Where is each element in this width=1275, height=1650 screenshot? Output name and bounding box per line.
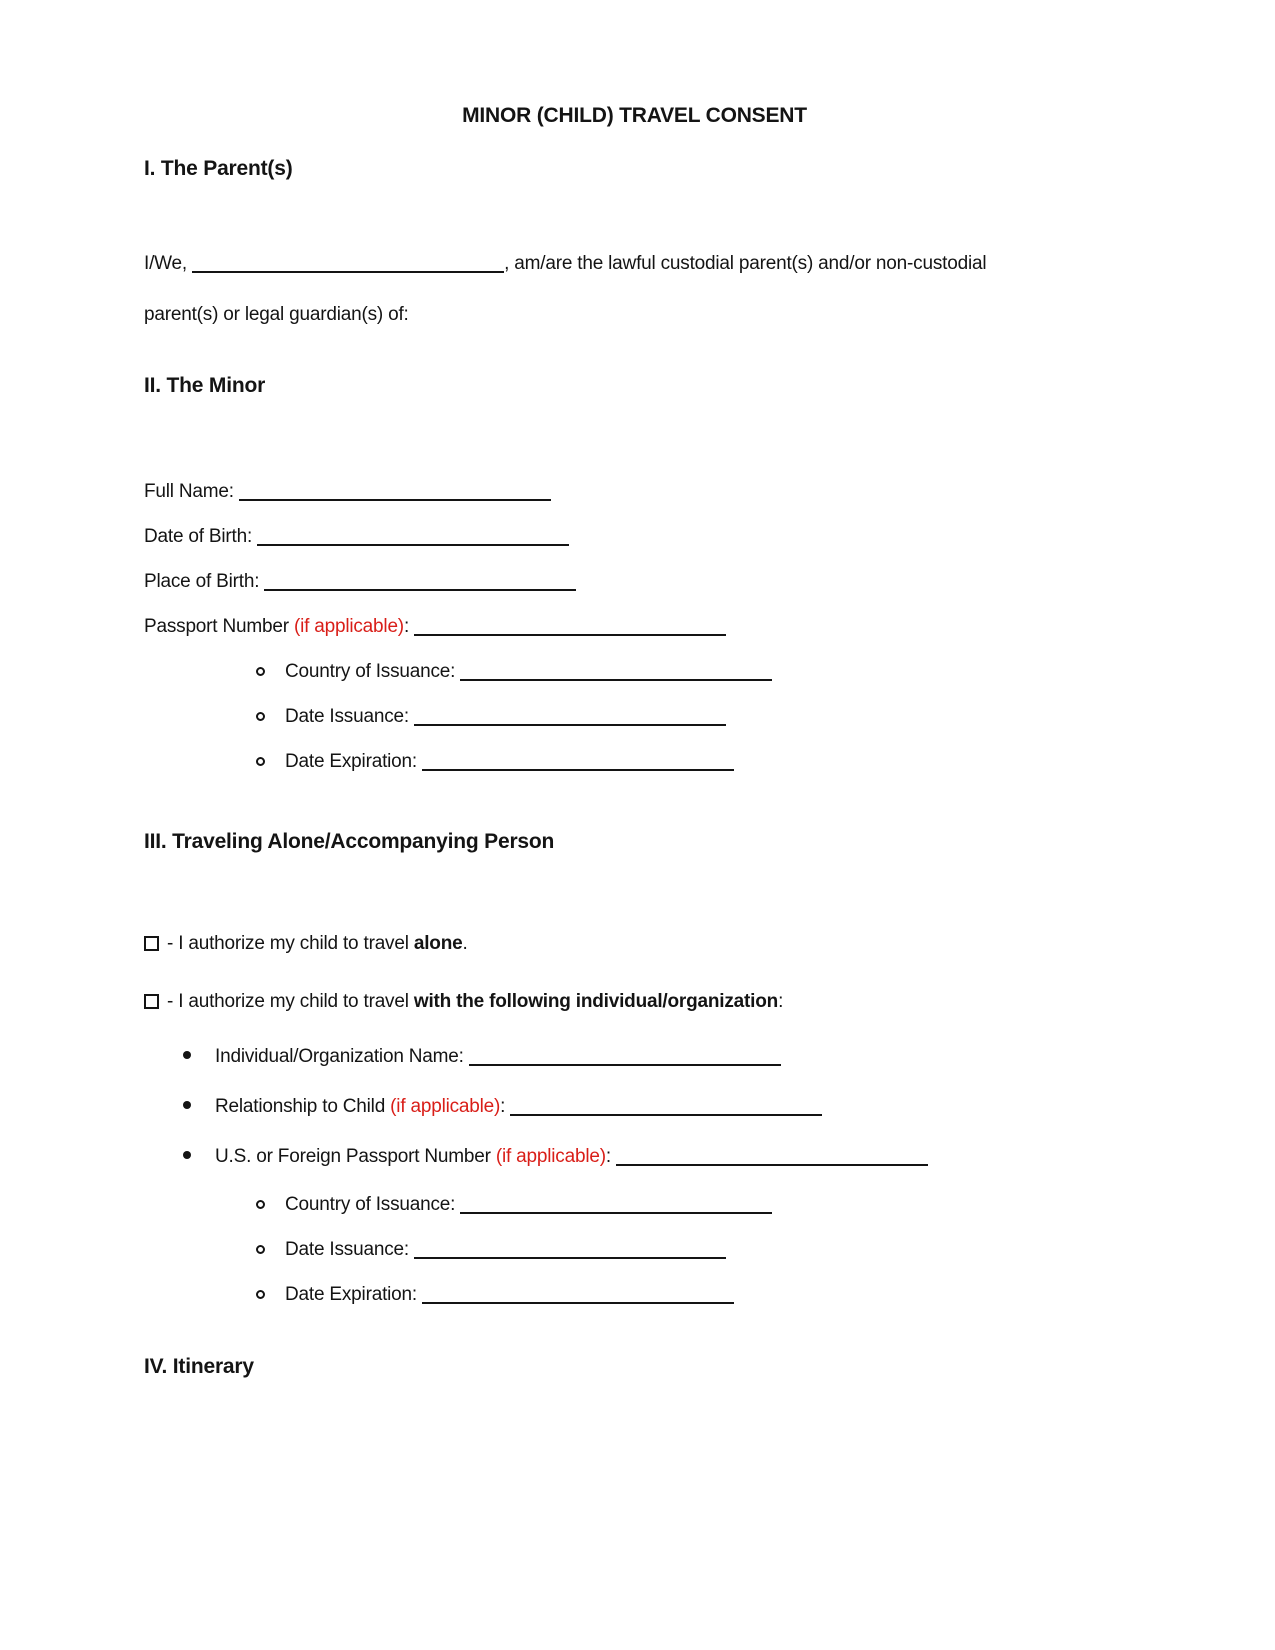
section-heading-parents: I. The Parent(s) xyxy=(144,157,293,180)
travel-alone-line xyxy=(144,921,1125,966)
full-name-line xyxy=(144,469,1125,514)
minor-country-label: Country of Issuance: xyxy=(285,661,456,682)
travel-with-bold: with the following individual/organization xyxy=(413,991,779,1012)
accompanying-details xyxy=(144,1032,1125,1317)
companion-country-line xyxy=(144,1182,1125,1227)
companion-date-expiration-blank[interactable] xyxy=(422,1288,734,1304)
full-name-label: Full Name: xyxy=(144,481,234,502)
relationship-colon: : xyxy=(500,1096,506,1117)
bullet-dot-icon xyxy=(183,1101,191,1109)
minor-date-expiration-blank[interactable] xyxy=(422,755,734,771)
intro-line1-rest: , am/are the lawful custodial parent(s) and/or non-custodial xyxy=(504,253,987,274)
section-heading-minor: II. The Minor xyxy=(144,374,266,397)
pob-line xyxy=(144,559,1125,604)
bullet-dot-icon xyxy=(183,1051,191,1059)
relationship-if-applicable: (if applicable) xyxy=(390,1096,501,1117)
minor-full-name-blank[interactable] xyxy=(239,485,551,501)
minor-date-expiration-line xyxy=(144,739,1125,784)
foreign-passport-blank[interactable] xyxy=(616,1150,928,1166)
circle-bullet-icon xyxy=(256,1290,265,1299)
minor-date-expiration-label: Date Expiration: xyxy=(285,751,417,772)
bullet-dot-icon xyxy=(183,1151,191,1159)
passport-colon: : xyxy=(403,616,410,637)
travel-with-line xyxy=(144,979,1125,1024)
minor-passport-blank[interactable] xyxy=(414,620,726,636)
foreign-passport-label: U.S. or Foreign Passport Number xyxy=(215,1146,491,1167)
travel-alone-bold: alone xyxy=(413,933,463,954)
org-name-blank[interactable] xyxy=(469,1050,781,1066)
parents-intro-paragraph xyxy=(144,238,1125,340)
minor-fields xyxy=(144,469,1125,784)
dob-label: Date of Birth: xyxy=(144,526,253,547)
document-title: MINOR (CHILD) TRAVEL CONSENT xyxy=(462,104,807,127)
companion-date-issuance-blank[interactable] xyxy=(414,1243,726,1259)
passport-label: Passport Number xyxy=(144,616,289,637)
companion-date-expiration-label: Date Expiration: xyxy=(285,1284,417,1305)
foreign-passport-colon: : xyxy=(605,1146,611,1167)
minor-pob-blank[interactable] xyxy=(264,575,576,591)
minor-date-issuance-blank[interactable] xyxy=(414,710,726,726)
pob-label: Place of Birth: xyxy=(144,571,260,592)
minor-country-line xyxy=(144,649,1125,694)
passport-line xyxy=(144,604,1125,649)
minor-date-issuance-line xyxy=(144,694,1125,739)
circle-bullet-icon xyxy=(256,1200,265,1209)
relationship-line xyxy=(144,1082,1125,1132)
relationship-label: Relationship to Child xyxy=(215,1096,386,1117)
minor-country-blank[interactable] xyxy=(460,665,772,681)
travel-with-checkbox[interactable] xyxy=(144,994,159,1009)
foreign-passport-line xyxy=(144,1132,1125,1182)
intro-line2: parent(s) or legal guardian(s) of: xyxy=(144,304,409,325)
org-name-line xyxy=(144,1032,1125,1082)
companion-date-issuance-label: Date Issuance: xyxy=(285,1239,409,1260)
org-name-label: Individual/Organization Name: xyxy=(215,1046,464,1067)
travel-alone-end: . xyxy=(462,933,468,954)
travel-with-text: - I authorize my child to travel xyxy=(167,991,409,1012)
minor-date-issuance-label: Date Issuance: xyxy=(285,706,409,727)
foreign-passport-if-applicable: (if applicable) xyxy=(495,1146,606,1167)
dob-line xyxy=(144,514,1125,559)
minor-dob-blank[interactable] xyxy=(257,530,569,546)
companion-country-blank[interactable] xyxy=(460,1198,772,1214)
passport-if-applicable: (if applicable) xyxy=(293,616,404,637)
companion-country-label: Country of Issuance: xyxy=(285,1194,456,1215)
parents-name-blank[interactable] xyxy=(192,257,504,273)
section-heading-travel: III. Traveling Alone/Accompanying Person xyxy=(144,830,555,853)
travel-alone-text: - I authorize my child to travel xyxy=(167,933,409,954)
companion-date-expiration-line xyxy=(144,1272,1125,1317)
relationship-blank[interactable] xyxy=(510,1100,822,1116)
circle-bullet-icon xyxy=(256,712,265,721)
travel-with-end: : xyxy=(778,991,784,1012)
intro-prefix: I/We, xyxy=(144,253,187,274)
circle-bullet-icon xyxy=(256,757,265,766)
circle-bullet-icon xyxy=(256,667,265,676)
circle-bullet-icon xyxy=(256,1245,265,1254)
companion-date-issuance-line xyxy=(144,1227,1125,1272)
section-heading-itinerary: IV. Itinerary xyxy=(144,1355,254,1378)
travel-alone-checkbox[interactable] xyxy=(144,936,159,951)
